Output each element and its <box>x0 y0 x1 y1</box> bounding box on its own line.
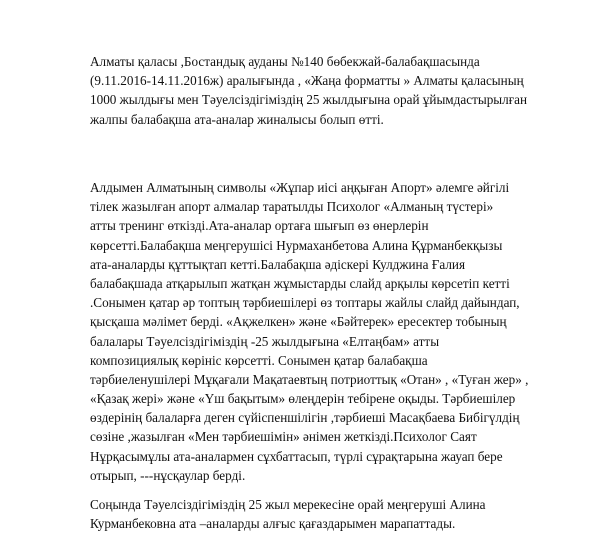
text-line: Соңында Тәуелсіздігімiздің 25 жыл мерекесіне орай меңгеруші Алина <box>90 497 486 512</box>
text-line: .Сонымен қатар әр топтың тәрбиешілері өз топтары жайлы слайд дайындап, <box>90 295 520 311</box>
text-line: Нұрқасымұлы ата-аналармен сұхбаттасып, түрлі сұрақтарына жауап бере <box>90 448 503 464</box>
text-line: «Қазақ жері» және «Үш бақытым» өлеңдерін тебірене оқыды. Тәрбиешілер <box>90 391 516 407</box>
text-line: композициялық көрініс көрсетті. Сонымен қатар балабақша <box>90 352 428 368</box>
text-line: сөзіне ,жазылған «Мен тәрбиешімін» әнімен жеткізді.Психолог Саят <box>90 429 477 445</box>
text-line: көрсетті.Балабақша меңгерушісі Нурмаханбетова Алина Құрманбекқызы <box>90 237 503 253</box>
text-line: тілек жазылған апорт алмалар таратылды Психолог «Алманың түстері» <box>90 199 494 215</box>
text-line: отырып, ---нұсқаулар берді. <box>90 467 246 483</box>
intro-paragraph <box>90 52 602 129</box>
text-line: қысқаша мәлімет берді. «Ақжелкен» және «Бәйтерек» ересектер тобының <box>90 314 507 330</box>
text-line: балалары Тәуелсіздігімiздің -25 жылдығына «Елтаңбам» атты <box>90 333 440 349</box>
text-line: Алматы қаласы ,Бостандық ауданы №140 бөбекжай-балабақшасында <box>90 54 480 69</box>
text-line: (9.11.2016-14.11.2016ж) аралығында , «Жаңа форматты » Алматы қаласының <box>90 73 524 89</box>
closing-paragraph <box>90 495 602 533</box>
text-line: Алдымен Алматының символы «Жұпар иісі аңқыған Апорт» әлемге әйгілі <box>90 180 510 195</box>
text-line: жалпы балабақша ата-аналар жиналысы болып өтті. <box>90 111 384 127</box>
text-line: ата-аналарды құттықтап кетті.Балабақша әдіскері Кулджина Ғалия <box>90 256 466 272</box>
text-line: 1000 жылдығы мен Тәуелсіздігімiздің 25 жылдығына орай ұйымдастырылған <box>90 92 528 108</box>
text-line: балабақшада атқарылып жатқан жұмыстарды слайд арқылы көрсетіп кетті <box>90 275 510 291</box>
text-line: өздерінің балаларға деген сүйіспеншілігін ,тәрбиеші Масақбаева Бибігүлдің <box>90 410 520 426</box>
text-line: атты тренинг өткізді.Ата-аналар ортаға шығып өз өнерлерін <box>90 218 429 234</box>
main-paragraph <box>90 178 602 485</box>
text-line: Курманбековна ата –аналарды алғыс қағаздарымен марапаттады. <box>90 516 456 532</box>
text-line: тәрбиеленушілері Мұқағали Мақатаевтың потриоттық «Отан» , «Туған жер» , <box>90 371 529 387</box>
